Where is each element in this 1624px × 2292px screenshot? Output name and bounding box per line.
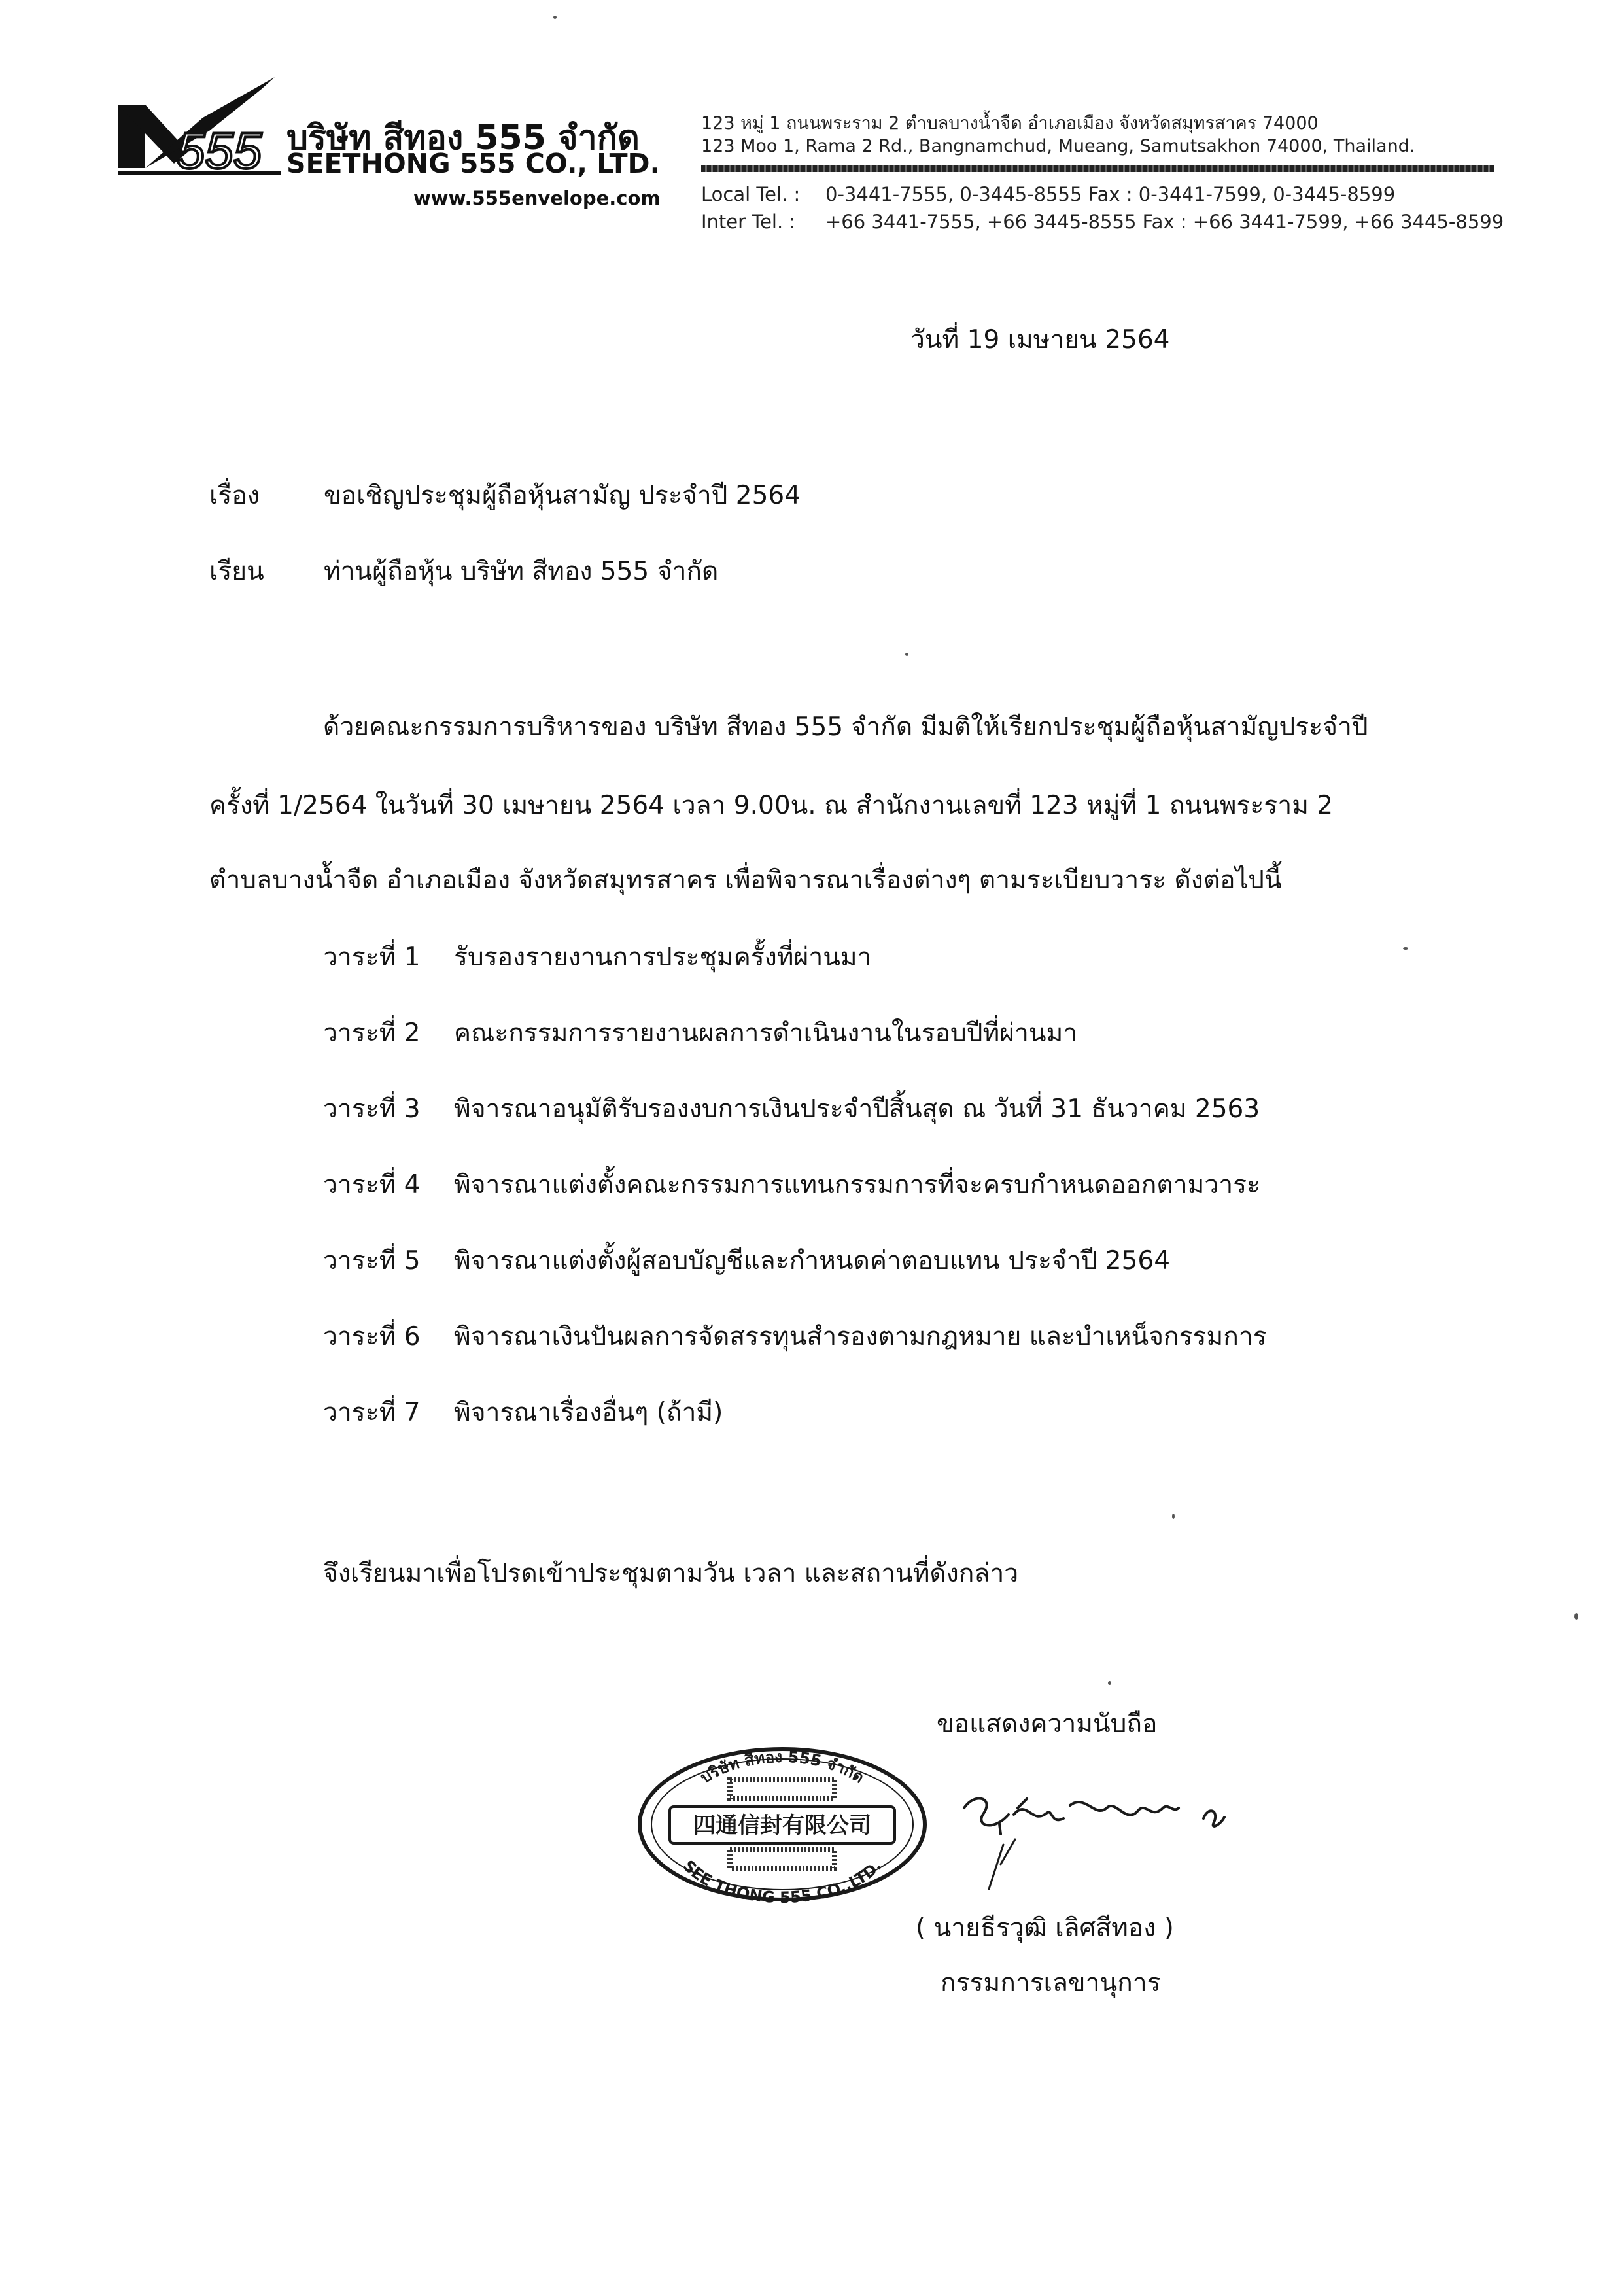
agenda-item — [323, 1240, 1170, 1281]
agenda-item — [323, 1013, 1077, 1053]
signer-name: ( นายธีรวุฒิ เลิศสีทอง ) — [916, 1913, 1174, 1943]
subject-line — [209, 475, 801, 515]
letterhead-divider — [701, 165, 1494, 172]
agenda-text: รับรองรายงานการประชุมครั้งที่ผ่านมา — [454, 943, 872, 972]
scan-speck — [553, 16, 557, 19]
agenda-number: วาระที่ 2 — [323, 1018, 421, 1048]
company-logo — [111, 73, 288, 184]
address-english: 123 Moo 1, Rama 2 Rd., Bangnamchud, Mueang, Samutsakhon 74000, Thailand. — [701, 136, 1415, 156]
agenda-text: คณะกรรมการรายงานผลการดำเนินงานในรอบปีที่ผ่านมา — [454, 1018, 1078, 1048]
agenda-item — [323, 1088, 1260, 1129]
company-name-english: SEETHONG 555 CO., LTD. — [286, 148, 661, 179]
agenda-text: พิจารณาอนุมัติรับรองงบการเงินประจำปีสิ้นสุด ณ วันที่ 31 ธันวาคม 2563 — [454, 1094, 1260, 1124]
svg-text:SEE THONG 555 CO.,LTD. — [680, 1856, 886, 1906]
stamp-middle-text: 四通信封有限公司 — [693, 1813, 871, 1839]
handwritten-signature — [955, 1779, 1243, 1890]
agenda-number: วาระที่ 6 — [323, 1322, 421, 1351]
agenda-number: วาระที่ 4 — [323, 1170, 421, 1200]
letter-date: วันที่ 19 เมษายน 2564 — [910, 325, 1170, 355]
subject-text: ขอเชิญประชุมผู้ถือหุ้นสามัญ ประจำปี 2564 — [324, 481, 801, 510]
company-seal-stamp — [632, 1743, 933, 1906]
recipient-text: ท่านผู้ถือหุ้น บริษัท สีทอง 555 จำกัด — [324, 557, 719, 586]
body-line-2: ครั้งที่ 1/2564 ในวันที่ 30 เมษายน 2564 เวลา 9.00น. ณ สำนักงานเลขที่ 123 หมู่ที่ 1 ถนนพระราม 2 — [209, 791, 1334, 820]
recipient-line — [209, 551, 718, 591]
agenda-text: พิจารณาเรื่องอื่นๆ (ถ้ามี) — [454, 1398, 723, 1427]
scan-speck — [1574, 1613, 1578, 1620]
company-name-thai: บริษัท สีทอง 555 จำกัด — [286, 118, 640, 158]
local-phone-line — [701, 183, 1395, 205]
body-line-1: ด้วยคณะกรรมการบริหารของ บริษัท สีทอง 555 จำกัด มีมติให้เรียกประชุมผู้ถือหุ้นสามัญประจำปี — [323, 712, 1368, 742]
company-website: www.555envelope.com — [413, 187, 661, 209]
stamp-bottom-text: SEE THONG 555 CO.,LTD. — [679, 1856, 886, 1906]
inter-tel-label: Inter Tel. : — [701, 211, 796, 233]
agenda-item — [323, 1316, 1267, 1357]
agenda-number: วาระที่ 1 — [323, 943, 421, 972]
recipient-label: เรียน — [209, 557, 264, 586]
agenda-item — [323, 937, 872, 977]
inter-tel-numbers: +66 3441-7555, +66 3445-8555 Fax : +66 3441-7599, +66 3445-8599 — [825, 211, 1504, 233]
scan-speck — [1403, 947, 1408, 950]
agenda-item — [323, 1392, 723, 1432]
scan-speck — [905, 653, 908, 656]
scan-speck — [1172, 1514, 1175, 1519]
logo-number: 555 — [177, 122, 262, 179]
regards-text: ขอแสดงความนับถือ — [937, 1709, 1158, 1739]
agenda-item — [323, 1164, 1260, 1205]
body-line-3: ตำบลบางน้ำจืด อำเภอเมือง จังหวัดสมุทรสาคร เพื่อพิจารณาเรื่องต่างๆ ตามระเบียบวาระ ดังต่อไปนี้ — [209, 865, 1282, 895]
agenda-text: พิจารณาแต่งตั้งคณะกรรมการแทนกรรมการที่จะครบกำหนดออกตามวาระ — [454, 1170, 1261, 1200]
scan-speck — [1108, 1681, 1111, 1685]
agenda-number: วาระที่ 7 — [323, 1398, 421, 1427]
closing-sentence: จึงเรียนมาเพื่อโปรดเข้าประชุมตามวัน เวลา และสถานที่ดังกล่าว — [323, 1559, 1019, 1588]
subject-label: เรื่อง — [209, 481, 260, 510]
local-tel-numbers: 0-3441-7555, 0-3445-8555 Fax : 0-3441-7599, 0-3445-8599 — [825, 183, 1396, 205]
agenda-number: วาระที่ 5 — [323, 1246, 421, 1276]
agenda-number: วาระที่ 3 — [323, 1094, 421, 1124]
stamp-top-text: บริษัท สีทอง 555 จำกัด — [697, 1747, 868, 1787]
local-tel-label: Local Tel. : — [701, 183, 801, 205]
address-thai: 123 หมู่ 1 ถนนพระราม 2 ตำบลบางน้ำจืด อำเภอเมือง จังหวัดสมุทรสาคร 74000 — [701, 113, 1319, 133]
signer-position: กรรมการเลขานุการ — [941, 1968, 1161, 1998]
agenda-text: พิจารณาแต่งตั้งผู้สอบบัญชีและกำหนดค่าตอบแทน ประจำปี 2564 — [454, 1246, 1171, 1276]
inter-phone-line — [701, 211, 1504, 233]
agenda-text: พิจารณาเงินปันผลการจัดสรรทุนสำรองตามกฎหมาย และบำเหน็จกรรมการ — [454, 1322, 1267, 1351]
